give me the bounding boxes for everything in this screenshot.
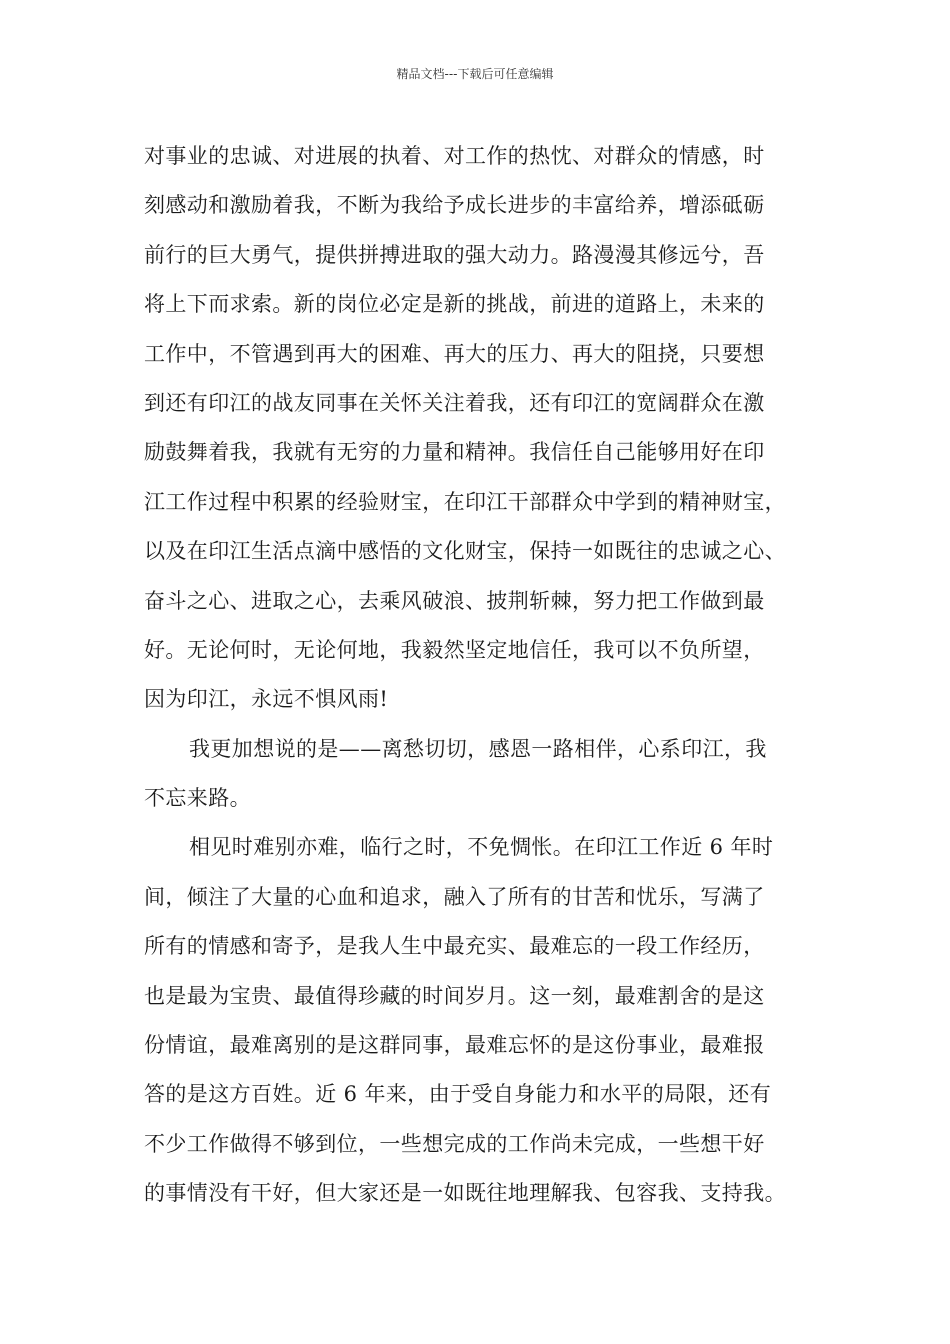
text-line: 不少工作做得不够到位，一些想完成的工作尚未完成，一些想干好 — [144, 1131, 765, 1156]
text-line: 奋斗之心、进取之心，去乘风破浪、披荆斩棘，努力把工作做到最 — [144, 588, 765, 613]
text-line: 刻感动和激励着我，不断为我给予成长进步的丰富给养，增添砥砺 — [144, 193, 765, 218]
paragraph — [144, 132, 834, 725]
text-line: 将上下而求索。新的岗位必定是新的挑战，前进的道路上，未来的 — [144, 292, 765, 317]
text-line: 我更加想说的是——离愁切切，感恩一路相伴，心系印江，我 — [189, 736, 767, 761]
text-line: 励鼓舞着我，我就有无穷的力量和精神。我信任自己能够用好在印 — [144, 440, 765, 465]
text-line: 所有的情感和寄予，是我人生中最充实、最难忘的一段工作经历， — [144, 934, 765, 959]
text-line: 到还有印江的战友同事在关怀关注着我，还有印江的宽阔群众在激 — [144, 390, 765, 415]
text-line: 答的是这方百姓。近 6 年来，由于受自身能力和水平的局限，还有 — [144, 1082, 772, 1107]
text-line: 工作中，不管遇到再大的困难、再大的压力、再大的阻挠，只要想 — [144, 341, 765, 366]
text-line: 的事情没有干好，但大家还是一如既往地理解我、包容我、支持我。 — [144, 1181, 786, 1206]
text-line: 江工作过程中积累的经验财宝，在印江干部群众中学到的精神财宝， — [144, 489, 786, 514]
text-line: 因为印江，永远不惧风雨! — [144, 687, 389, 712]
text-line: 好。无论何时，无论何地，我毅然坚定地信任，我可以不负所望， — [144, 637, 765, 662]
text-line: 份情谊，最难离别的是这群同事，最难忘怀的是这份事业，最难报 — [144, 1033, 765, 1058]
body-text — [144, 132, 834, 1219]
page-header: 精品文档---下载后可任意编辑 — [396, 67, 554, 81]
text-line: 以及在印江生活点滴中感悟的文化财宝，保持一如既往的忠诚之心、 — [144, 539, 786, 564]
text-line: 相见时难别亦难，临行之时，不免惆怅。在印江工作近 6 年时 — [189, 835, 774, 860]
paragraph — [144, 823, 834, 1218]
text-line: 对事业的忠诚、对进展的执着、对工作的热忱、对群众的情感，时 — [144, 144, 765, 168]
paragraph — [144, 725, 834, 824]
text-line: 也是最为宝贵、最值得珍藏的时间岁月。这一刻，最难割舍的是这 — [144, 983, 765, 1008]
text-line: 不忘来路。 — [144, 786, 251, 811]
text-line: 前行的巨大勇气，提供拼搏进取的强大动力。路漫漫其修远兮，吾 — [144, 242, 765, 267]
text-line: 间，倾注了大量的心血和追求，融入了所有的甘苦和忧乐，写满了 — [144, 884, 765, 909]
